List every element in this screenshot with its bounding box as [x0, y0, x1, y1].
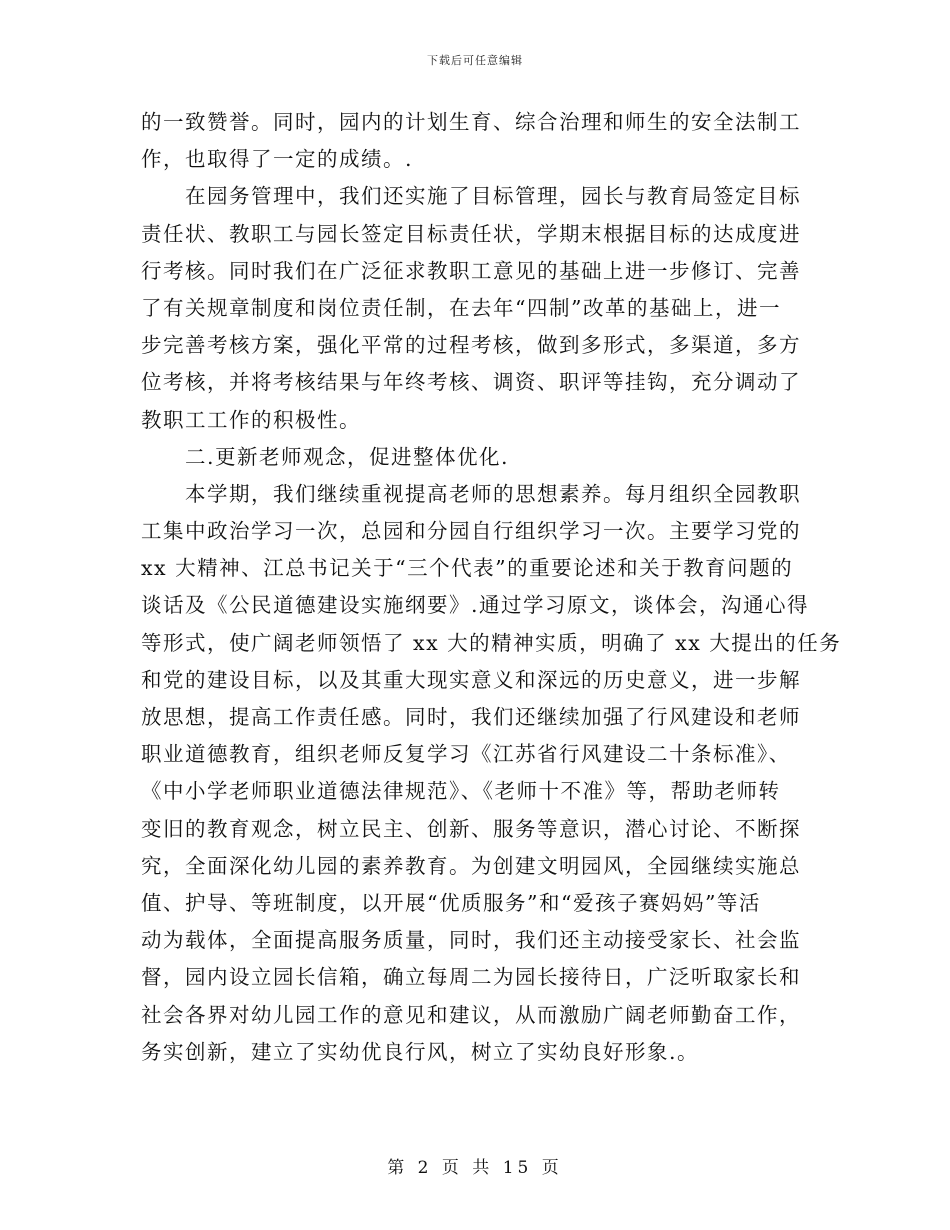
text-line: 谈话及《公民道德建设实施纲要》.通过学习原文，谈体会，沟通心得: [141, 593, 810, 618]
text-line: 职业道德教育，组织老师反复学习《江苏省行风建设二十条标准》、: [141, 742, 791, 767]
text-line: 究，全面深化幼儿园的素养教育。为创建文明园风，全园继续实施总: [141, 853, 801, 878]
text-line: 等形式，使广阔老师领悟了 xx 大的精神实质，明确了 xx 大提出的任务: [141, 630, 842, 655]
text-line: 行考核。同时我们在广泛征求教职工意见的基础上进一步修订、完善: [141, 258, 801, 283]
text-line: xx 大精神、江总书记关于“三个代表”的重要论述和关于教育问题的: [141, 556, 794, 581]
text-line: 教职工工作的积极性。: [141, 407, 361, 432]
text-line: 了有关规章制度和岗位责任制，在去年“四制”改革的基础上，进一: [141, 295, 781, 320]
text-line: 作，也取得了一定的成绩。.: [141, 147, 414, 172]
text-line: 责任状、教职工与园长签定目标责任状，学期末根据目标的达成度进: [141, 221, 801, 246]
text-line: 工集中政治学习一次，总园和分园自行组织学习一次。主要学习党的: [141, 519, 801, 544]
text-line: 的一致赞誉。同时，园内的计划生育、综合治理和师生的安全法制工: [141, 110, 801, 134]
section-heading: 二.更新老师观念，促进整体优化.: [185, 444, 510, 469]
text-line: 步完善考核方案，强化平常的过程考核，做到多形式，多渠道，多方: [141, 333, 801, 358]
text-line: 督，园内设立园长信箱，确立每周二为园长接待日，广泛听取家长和: [141, 965, 801, 990]
text-line: 放思想，提高工作责任感。同时，我们还继续加强了行风建设和老师: [141, 705, 801, 729]
paragraph-start: 在园务管理中，我们还实施了目标管理，园长与教育局签定目标: [185, 184, 801, 209]
text-line: 位考核，并将考核结果与年终考核、调资、职评等挂钩，充分调动了: [141, 370, 801, 395]
text-line: 和党的建设目标，以及其重大现实意义和深远的历史意义，进一步解: [141, 667, 801, 692]
text-line: 《中小学老师职业道德法律规范》、《老师十不准》等，帮助老师转: [141, 779, 781, 804]
text-line: 值、护导、等班制度，以开展“优质服务”和“爱孩子赛妈妈”等活: [141, 890, 761, 915]
text-line: 变旧的教育观念，树立民主、创新、服务等意识，潜心讨论、不断探: [141, 816, 801, 841]
paragraph-start: 本学期，我们继续重视提高老师的思想素养。每月组织全园教职: [185, 481, 801, 506]
text-line: 动为载体，全面提高服务质量，同时，我们还主动接受家长、社会监: [141, 928, 801, 953]
text-line: 务实创新，建立了实幼优良行风，树立了实幼良好形象.。: [141, 1039, 700, 1064]
text-line: 社会各界对幼儿园工作的意见和建议，从而激励广阔老师勤奋工作，: [141, 1002, 801, 1027]
document-body: [141, 104, 842, 1071]
page-number-footer: 第 2 页 共 15 页: [387, 1158, 563, 1178]
page-header: 下载后可任意编辑: [427, 54, 523, 67]
